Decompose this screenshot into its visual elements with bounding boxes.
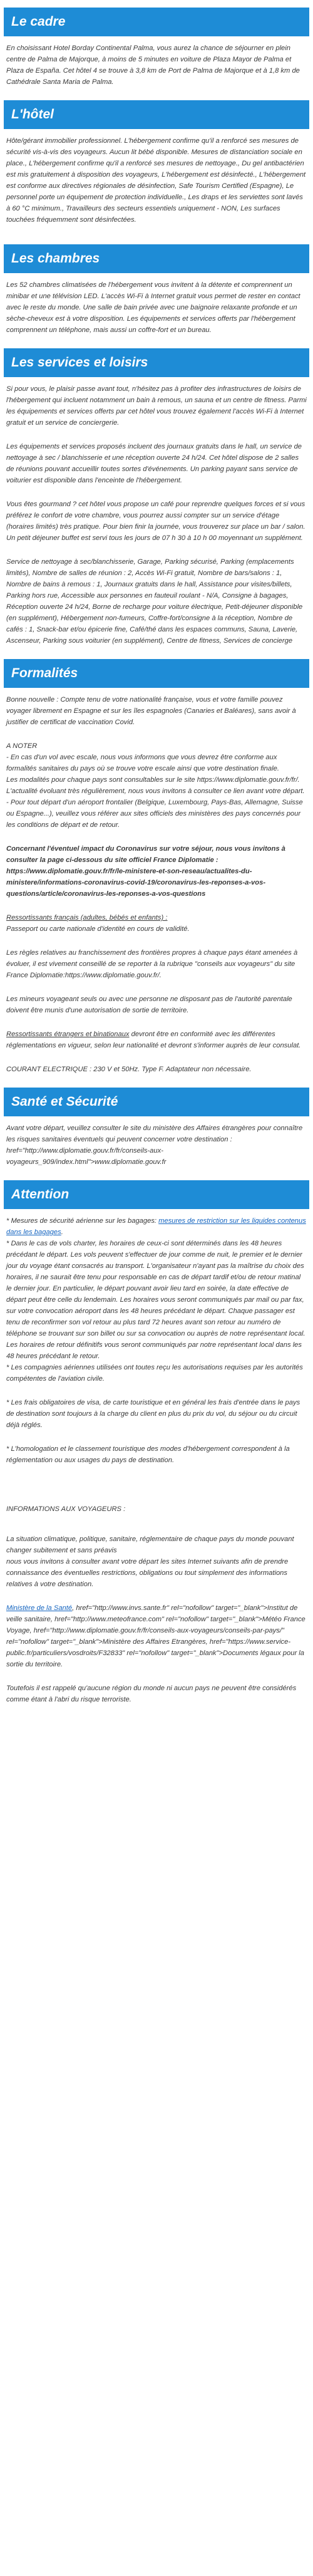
- note-text: - En cas d'un vol avec escale, nous vous informons que vous devrez être conforme aux formalités sanitaires du pays où se trouve votre escale ainsi que votre destination finale. Les modalités pour chaque pays sont consultables sur le site https://www.diplomatie.gouv.fr/fr/. L'actualité évoluant très régulièrement, nous vous invitons à consulter ce lien avant votre départ. - Pour tout départ d'un aéroport frontalier (Belgique, Luxembourg, Pays-Bas, Allemagne, Suisse ou Espagne...), veuillez vous référer aux sites officiels des ministères des pays concernés pour les conditions de départ et de retour.: [6, 754, 305, 829]
- section-header-cadre: Le cadre: [4, 8, 309, 36]
- section-sante: [0, 1116, 313, 1168]
- section-services: [0, 377, 313, 647]
- section-header-hotel: L'hôtel: [4, 100, 309, 129]
- services-text-4: Service de nettoyage à sec/blanchisserie, Garage, Parking sécurisé, Parking (emplacements limités), Nombre de salles de réunion : 2, Accès Wi-Fi gratuit, Nombre de bars/salons : 1, Nombre de bains à remous : 1, Journaux gratuits dans le hall, Assistance pour visites/billets, Parking hors rue, Accessible aux personnes en fauteuil roulant - N/A, Consigne à bagages, Réception ouverte 24 h/24, Borne de recharge pour voiture électrique, Petit-déjeuner disponible (en supplément), Hébergement non-fumeurs, Coffre-fort/consigne à la réception, Nombre de cafés : 1, Snack-bar et/ou épicerie fine, Café/thé dans les espaces communs, Sauna, Laverie, Ascenseur, Parking sous voiturier (en supplément), Centre de fitness, Services de concierge: [6, 558, 303, 645]
- ministere-sante-link[interactable]: Ministère de la Santé: [6, 1604, 73, 1612]
- section-header-formalites: Formalités: [4, 659, 309, 688]
- section-header-sante: Santé et Sécurité: [4, 1088, 309, 1116]
- infos-voyageurs-title: INFORMATIONS AUX VOYAGEURS :: [6, 1505, 126, 1513]
- attention-text-3: * L'homologation et le classement touristique des modes d'hébergement correspondent à la réglementation ou aux usages du pays de destination.: [6, 1445, 290, 1464]
- attention-text-2: * Les frais obligatoires de visa, de carte touristique et en général les frais d'entrée dans le pays de destination sont toujours à la charge du client en plus du prix du vol, du séjour ou du circuit déjà réglés.: [6, 1399, 300, 1429]
- section-formalites: [0, 688, 313, 1075]
- attention-text-4: La situation climatique, politique, sanitaire, réglementaire de chaque pays du monde pouvant changer subitement et sans préavis nous vous invitons à consulter avant votre départ les sites Internet suivants afin de prendre connaissance des éventuelles restrictions, obligations ou tout simplement des informations relatives à votre destination.: [6, 1535, 294, 1588]
- hotel-text: Hôte/gérant immobilier professionnel. L'hébergement confirme qu'il a renforcé ses mesures de sécurité vis-à-vis des voyageurs. Aucun lit bébé disponible. Mesures de distanciation sociale en place., L'hébergement confirme qu'il a renforcé ses mesures de nettoyage., Du gel antibactérien est mis gratuitement à disposition des voyageurs, L'hébergement est désinfecté., L'hébergement est conforme aux directives régionales de désinfection, Safe Tourism Certified (Espagne), Le personnel porte un équipement de protection individuelle., Les draps et les serviettes sont lavés à 60 °C minimum., Travailleurs des secteurs essentiels uniquement - NON, Les surfaces touchées fréquemment sont désinfectées.: [6, 137, 306, 224]
- note-title: A NOTER: [6, 742, 38, 750]
- attention-text-6: Toutefois il est rappelé qu'aucune région du monde ni aucun pays ne peuvent être considérés comme étant à l'abri du risque terroriste.: [6, 1685, 297, 1703]
- section-header-services: Les services et loisirs: [4, 348, 309, 377]
- section-attention: [0, 1209, 313, 1705]
- section-cadre: [0, 36, 313, 88]
- section-hotel: [0, 129, 313, 226]
- attention-text-1: * Mesures de sécurité aérienne sur les bagages: mesures de restriction sur les liquides contenus dans les bagages. * Dans le cas de vols charter, les horaires de ceux-ci sont déterminés dans les 48 heures précédant le départ. Les vols peuvent s'effectuer de jour comme de nuit, le premier et le dernier jour du voyage étant consacrés au transport. L'organisateur n'ayant pas la maîtrise du choix des horaires, il ne saurait être tenu pour responsable en cas de départ tardif et/ou de retour matinal le dernier jour. En particulier, le départ pouvant avoir lieu tard en soirée, la date effective de départ peut être celle du lendemain. Les horaires vous seront communiqués par mail ou par fax, sur votre convocation aéroport dans les 48 heures précédant le départ. Chaque passager est tenu de reconfirmer son vol retour au plus tard 72 heures avant son retour au numéro de téléphone se trouvant sur son billet ou sur sa convocation ou auprès de notre représentant local. Les horaires de retour définitifs vous seront communiqués par notre représentant local dans les 48 heures précédant le retour. * Les compagnies aériennes utilisées ont toutes reçu les autorisations requises par les autorités compétentes de l'aviation civile.: [6, 1217, 306, 1383]
- formalites-intro: Bonne nouvelle : Compte tenu de votre nationalité française, vous et votre famille pouvez voyager librement en Espagne et sur les îles espagnoles (Canaries et Baléares), sans avoir à justifier de certificat de vaccination Covid.: [6, 696, 296, 726]
- cadre-text: En choisissant Hotel Borday Continental Palma, vous aurez la chance de séjourner en plein centre de Palma de Majorque, à moins de 5 minutes en voiture de Plaza Mayor de Palma et Plaza de España. Cet hôtel 4 se trouve à 3,8 km de Port de Palma de Majorque et à 1,8 km de Cathédrale Santa Maria de Palma.: [6, 44, 300, 86]
- resid-fr-text: Passeport ou carte nationale d'identité en cours de validité.: [6, 925, 190, 933]
- services-text-1: Si pour vous, le plaisir passe avant tout, n'hésitez pas à profiter des infrastructures de loisirs de l'hébergement qui incluent notamment un bain à remous, un sauna et un centre de fitness. Parmi les équipements et services offerts par cet hôtel vous trouvez également l'accès Wi-Fi à Internet gratuit et un service de conciergerie.: [6, 385, 307, 427]
- services-text-2: Les équipements et services proposés incluent des journaux gratuits dans le hall, un service de nettoyage à sec / blanchisserie et une réception ouverte 24 h/24. Cet hôtel dispose de 2 salles de réunions pouvant accueillir toutes sortes d'événements. Un parking payant sans service de voiturier est disponible dans l'enceinte de l'hébergement.: [6, 443, 302, 484]
- courant-text: COURANT ELECTRIQUE : 230 V et 50Hz. Type F. Adaptateur non nécessaire.: [6, 1066, 252, 1073]
- resid-fr-title: Ressortissants français (adultes, bébés et enfants) :: [6, 914, 168, 922]
- etrangers-text: Ressortissants étrangers et binationaux devront être en conformité avec les différentes réglementations en vigueur, selon leur nationalité et devront s'informer auprès de leur consulat.: [6, 1031, 301, 1049]
- liquides-restriction-link[interactable]: mesures de restriction sur les liquides contenus dans les bagages: [6, 1217, 306, 1236]
- sante-text: Avant votre départ, veuillez consulter le site du ministère des Affaires étrangères pour connaître les risques sanitaires éventuels qui peuvent concerner votre destination : href="http://www.diplomatie.gouv.fr/fr/conseils-aux-voyageurs_909/index.html">www.diplomatie.gouv.fr: [6, 1124, 303, 1166]
- regles-text: Les règles relatives au franchissement des frontières propres à chaque pays étant amenées à évoluer, il est vivement conseillé de se reporter à la rubrique "conseils aux voyageurs" du site France Diplomatie:https://www.diplomatie.gouv.fr/.: [6, 949, 298, 979]
- section-chambres: [0, 273, 313, 336]
- section-header-attention: Attention: [4, 1180, 309, 1209]
- attention-text-5: Ministère de la Santé, href="http://www.invs.sante.fr" rel="nofollow" target="_blank">Institut de veille sanitaire, href="http://www.meteofrance.com" rel="nofollow" target="_blank">Météo France Voyage, href="http://www.diplomatie.gouv.fr/fr/conseils-aux-voyageurs/conseils-par-pays/" rel="nofollow" target="_blank">Ministère des Affaires Etrangères, href="https://www.service-public.fr/particuliers/vosdroits/F32833" rel="nofollow" target="_blank">Documents légaux pour la sortie du territoire.: [6, 1604, 305, 1668]
- covid-notice: Concernant l'éventuel impact du Coronavirus sur votre séjour, nous vous invitons à consulter la page ci-dessous du site officiel France Diplomatie : https://www.diplomatie.gouv.fr/fr/le-ministere-et-son-reseau/actualites-du-ministere/informations-coronavirus-covid-19/coronavirus-les-reponses-a-vos-questions/article/coronavirus-les-reponses-a-vos-questions: [6, 845, 285, 898]
- chambres-text: Les 52 chambres climatisées de l'hébergement vous invitent à la détente et comprennent un minibar et une télévision LED. L'accès Wi-Fi à Internet gratuit vous permet de rester en contact avec le reste du monde. Une salle de bain privée avec une baignoire relaxante profonde et un sèche-cheveux est à votre disposition. Les équipements et services offerts par l'hébergement comprennent un téléphone, mais aussi un coffre-fort et un bureau.: [6, 281, 300, 334]
- mineurs-text: Les mineurs voyageant seuls ou avec une personne ne disposant pas de l'autorité parentale doivent être munis d'une autorisation de sortie de territoire.: [6, 995, 292, 1014]
- services-text-3: Vous êtes gourmand ? cet hôtel vous propose un café pour reprendre quelques forces et si vous préférez le confort de votre chambre, vous pourrez aussi compter sur un service d'étage (horaires limités) très pratique. Pour bien finir la journée, vous trouverez sur place un bar / salon. Un petit déjeuner buffet est servi tous les jours de 07 h 30 à 10 h 00 moyennant un supplément.: [6, 501, 305, 542]
- section-header-chambres: Les chambres: [4, 244, 309, 273]
